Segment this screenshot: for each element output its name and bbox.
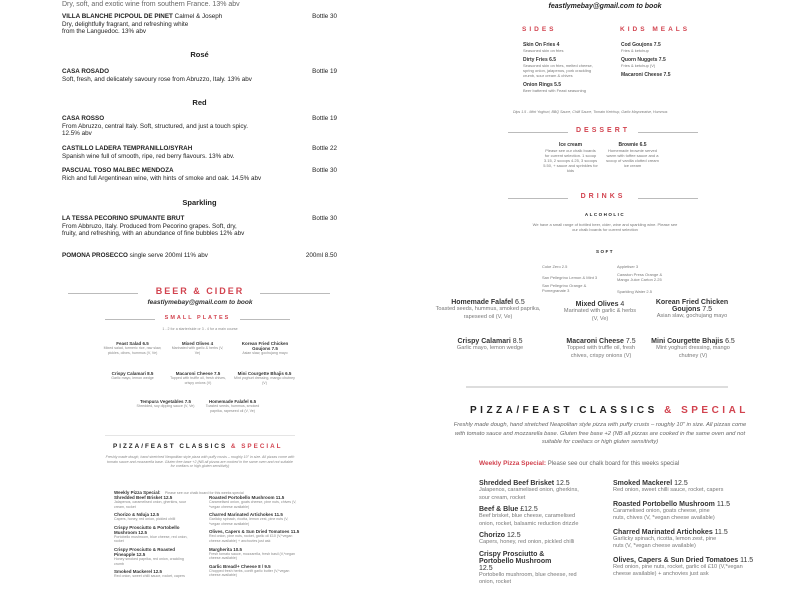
wine-list-page [0, 0, 400, 270]
pizza-list-left: Shredded Beef Brisket 12.5 Jalapenos, caramelised onion, gherkins, sour cream, rocket Chorizo & Nduja 12.5 Capers, honey, red onion, pickled chilli Crispy Prosciutto & Portobello Mushroom 12.5 Portobello mushroom, blue cheese, red onion, rocket Crispy Prosciutto & Roasted Pineapple 12.5 Honey smoked paprika, red onion, crackling crumb Smoked Mackerel 12.5 Red onion, sweet chilli sauce, rocket, capers [114, 495, 188, 579]
alcoholic-title: ALCOHOLIC [584, 212, 626, 217]
pizza-intro: Freshly made dough, hand stretched Neapolitan style pizza with puffy crusts – roughly 10" in size. All pizzas come with tomato sauce and mozzarella base. Gluten free base +2 (NB all pizzas are cooked in the same oven and not suitable for coeliacs or high gluten sensitivity) [105, 455, 295, 469]
section-heading: Sparkling [182, 198, 217, 207]
small-plate-item: Mixed Olives 4 Marinated with garlic & herbs (V, Ve) [171, 341, 224, 355]
small-plate-item: Macaroni Cheese 7.5 Topped with truffle oil, fresh chives, crispy onions (V) [566, 338, 636, 359]
small-menu-page [60, 285, 340, 600]
small-plate-item: Mixed Olives 4 Marinated with garlic & herbs (V, Ve) [563, 301, 637, 322]
wine-item: PASCUAL TOSO MALBEC MENDOZA Rich and full Argentinean wine, with hints of smoke and oak. 14.5% abv Bottle 30 [62, 167, 337, 182]
wine-item: VILLA BLANCHE PICPOUL DE PINET Calmel & Joseph Dry, delightfully fragrant, and refreshing white from the Languedoc. 13% abv Bottle 30 [62, 13, 337, 35]
booking-email: feastlymebay@gmail.com to book [147, 299, 253, 306]
wine-item: LA TESSA PECORINO SPUMANTE BRUT From Abbruzo, Italy. Produced from Pecorino grapes. Soft, dry, fruity, and refreshing, with an abundance of fine bubbles 12% abv Bottle 30 [62, 215, 337, 237]
booking-email: feastlymebay@gmail.com to book [548, 3, 662, 10]
dessert-item: Brownie 6.5 Homemade brownie served warm with toffee sauce and a scoop of vanilla clotted cream ice cream [606, 142, 659, 168]
small-plate-item: Homemade Falafel 6.5 Toasted seeds, hummus, smoked paprika, rapeseed oil (V, Ve) [205, 399, 260, 413]
small-plate-item: Macaroni Cheese 7.5 Topped with truffle oil, fresh chives, crispy onions (V) [170, 371, 226, 385]
small-plate-item: Korean Fried Chicken Goujons 7.5 Asian slaw, gochujang mayo [655, 299, 729, 319]
weekly-special: Weekly Pizza Special: Please see our chalk board for this weeks special [114, 490, 244, 495]
small-plates-note: 1 - 2 for a starter/side or 3 - 4 for a main course [162, 327, 238, 331]
alcoholic-text: We have a small range of bottled beer, cider, wine and sparkling wine. Please see our chalk boards for current selection [532, 222, 678, 232]
section-heading: Red [192, 98, 207, 107]
soft-drinks-right: Appletiser 3 Cawston Press Orange & Mango Juice Carton 2.25 Sparkling Water 2.5 [617, 264, 663, 294]
drinks-title: DRINKS [580, 193, 626, 200]
small-plate-item: Tempura Vegetables 7.5 Shredded, soy dipping sauce (V, Ve) [136, 399, 195, 408]
section-heading: Rosé [190, 50, 209, 59]
food-menu-page [430, 295, 800, 600]
pizza-list-right: Roasted Portobello Mushroom 11.5 Caramelised onion, goats cheese, pine nuts, chives (V, *vegan cheese available) Charred Marinated Artichokes 11.5 Garlicky spinach, ricotta, lemon zest, pine nuts (V, *vegan cheese available) Olives, Capers & Sun Dried Tomatoes 11.5 Red onion, pine nuts, rocket, garlic oil £10 (V,*vegan cheese available) + anchovies just ask Margherita 10.5 Fresh tomato sauce, mozzarella, fresh basil (V,*vegan cheese available) Garlic Bread/+ Cheese 8 / 9.5 Chopped fresh herbs, confit garlic butter (V,*vegan cheese available) [209, 495, 300, 578]
weekly-special: Weekly Pizza Special: Please see our chalk board for this weeks special [479, 460, 680, 467]
small-plate-item: Homemade Falafel 6.5 Toasted seeds, hummus, smoked paprika, rapeseed oil (V, Ve) [435, 299, 541, 320]
beer-cider-title: BEER & CIDER [155, 286, 245, 296]
pizza-title: PIZZA/FEAST CLASSICS & SPECIAL [470, 405, 749, 416]
small-plate-item: Mini Courgette Bhajis 6.5 Mint yoghurt dressing, mango chutney (V) [651, 338, 735, 359]
small-plate-item: Feast Salad 6.5 Mixed salad, turmeric rice, raw slaw, pickles, olives, hummus (V, Ve) [103, 341, 162, 355]
small-plate-item: Crispy Calamari 8.5 Garlic mayo, lemon wedge [111, 371, 154, 380]
pizza-list-right: Smoked Mackerel 12.5 Red onion, sweet chilli sauce, rocket, capers Roasted Portobello Mushroom 11.5 Caramelised onion, goats cheese, pine nuts, chives (V, *vegan cheese available) Charred Marinated Artichokes 11.5 Garlicky spinach, ricotta, lemon zest, pine nuts (V, *vegan cheese available) Olives, Capers & Sun Dried Tomatoes 11.5 Red onion, pine nuts, rocket, garlic oil £10 (V,*vegan cheese available) + anchovies just ask [613, 480, 754, 577]
dessert-item: Ice cream Please see our chalk boards for current selection. 1 scoop 3.15, 2 scoops 4.25, 3 scoops 5.50, + sauce and sprinkles for kids [543, 142, 598, 173]
dips-line: Dips 1.5 - Mint Yoghurt, BBQ Sauce, Chilli Sauce, Tomato Ketchup, Garlic Mayonnaise, Hummus [513, 110, 668, 114]
sides-title: SIDES [522, 26, 557, 33]
kids-list: Cod Goujons 7.5 Fries & ketchup Quorn Nuggets 7.5 Fries & ketchup (V) Macaroni Cheese 7.5 [621, 42, 671, 78]
pizza-title: PIZZA/FEAST CLASSICS & SPECIAL [113, 443, 283, 450]
wine-item: CASTILLO LADERA TEMPRANILLO/SYRAH Spanish wine full of smooth, ripe, red berry flavours. 13% abv. Bottle 22 [62, 145, 337, 160]
kids-title: KIDS MEALS [620, 26, 691, 33]
wine-desc: Dry, soft, and exotic wine from southern France. 13% abv [62, 1, 240, 8]
pizza-intro: Freshly made dough, hand stretched Neapolitan style pizza with puffy crusts – roughly 10" in size. All pizzas come with tomato sauce and mozzarella base. Gluten free base +2 (NB all pizzas are cooked in the same oven and not suitable for coeliacs or high gluten sensitivity) [453, 422, 747, 445]
small-plate-item: Mini Courgette Bhajis 6.5 Mint yoghurt dressing, mango chutney (V) [234, 371, 295, 385]
pizza-list-left: Shredded Beef Brisket 12.5 Jalapenos, caramelised onion, gherkins, sour cream, rocket Beef & Blue £12.5 Beef brisket, blue cheese, caramelised onion, rocket, balsamic reduction drizzle Chorizo 12.5 Capers, honey, red onion, pickled chilli Crispy Prosciutto & Portobello Mushroom 12.5 Portobello mushroom, blue cheese, red onion, rocket [479, 480, 579, 585]
wine-item: POMONA PROSECCO single serve 200ml 11% abv 200ml 8.50 [62, 252, 337, 259]
wine-item: CASA ROSADO Soft, fresh, and delicately savoury rose from Abruzzo, Italy. 13% abv Bottle 19 [62, 68, 337, 83]
small-plates-title: SMALL PLATES [164, 315, 231, 321]
soft-drinks-left: Coke Zero 2.5 San Pellegrino Lemon & Mint 3 San Pellegrino Orange & Pomegranate 3 [542, 264, 598, 293]
sides-list: Skin On Fries 4 Seasoned skin on fries Dirty Fries 6.5 Seasoned skin on fries, melted cheese, spring onion, jalapenos, pork crackling crumb, sour cream & chives Onion Rings 5.5 Beer battered with Feast seasoning [523, 42, 593, 93]
sides-drinks-page [505, 0, 705, 295]
wine-item: CASA ROSSO From Abruzzo, central Italy. Soft, structured, and just a touch spicy. 12.5% abv Bottle 19 [62, 115, 337, 137]
soft-title: SOFT [596, 249, 614, 254]
dessert-title: DESSERT [575, 127, 631, 134]
small-plate-item: Crispy Calamari 8.5 Garlic mayo, lemon wedge [456, 338, 524, 351]
small-plate-item: Korean Fried Chicken Goujons 7.5 Asian slaw, gochujang mayo [241, 341, 289, 355]
